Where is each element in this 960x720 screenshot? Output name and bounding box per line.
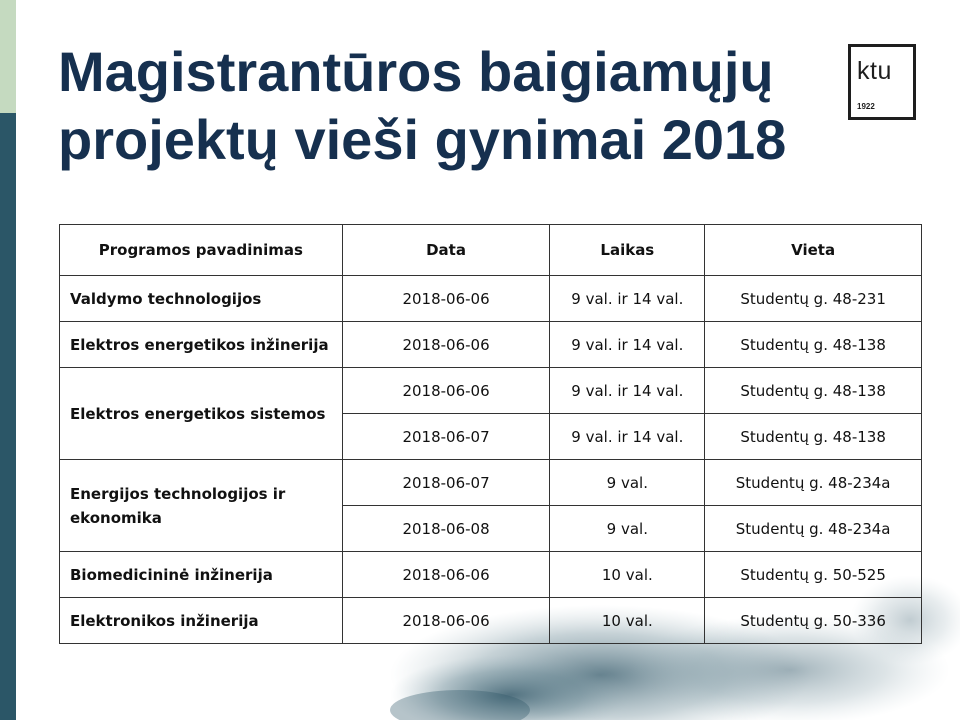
time-cell: 9 val. ir 14 val. — [550, 322, 705, 368]
time-cell: 9 val. ir 14 val. — [550, 276, 705, 322]
ktu-logo — [848, 44, 916, 120]
time-cell: 9 val. ir 14 val. — [550, 414, 705, 460]
table-row — [60, 598, 922, 644]
table-row — [60, 322, 922, 368]
table-row — [60, 276, 922, 322]
date-cell: 2018-06-06 — [342, 598, 550, 644]
table-header-row — [60, 225, 922, 276]
header-time: Laikas — [550, 225, 705, 276]
date-cell: 2018-06-07 — [342, 460, 550, 506]
program-cell: Biomedicininė inžinerija — [60, 552, 343, 598]
program-cell: Energijos technologijos ir ekonomika — [60, 460, 343, 552]
header-date: Data — [342, 225, 550, 276]
table-row — [60, 460, 922, 506]
date-cell: 2018-06-06 — [342, 322, 550, 368]
slide-title-line-2: projektų vieši gynimai 2018 — [58, 108, 787, 171]
program-cell: Elektros energetikos inžinerija — [60, 322, 343, 368]
time-cell: 9 val. ir 14 val. — [550, 368, 705, 414]
program-cell: Elektronikos inžinerija — [60, 598, 343, 644]
time-cell: 9 val. — [550, 506, 705, 552]
accent-stripe-dark — [0, 113, 16, 720]
defense-schedule-table — [59, 224, 922, 644]
header-place: Vieta — [705, 225, 922, 276]
date-cell: 2018-06-07 — [342, 414, 550, 460]
slide-title-line-1: Magistrantūros baigiamųjų — [58, 40, 774, 103]
accent-stripe-light — [0, 0, 16, 113]
program-cell: Elektros energetikos sistemos — [60, 368, 343, 460]
header-program: Programos pavadinimas — [60, 225, 343, 276]
place-cell: Studentų g. 50-525 — [705, 552, 922, 598]
slide-title — [58, 38, 848, 174]
date-cell: 2018-06-08 — [342, 506, 550, 552]
time-cell: 10 val. — [550, 598, 705, 644]
place-cell: Studentų g. 48-138 — [705, 414, 922, 460]
date-cell: 2018-06-06 — [342, 276, 550, 322]
table-row — [60, 552, 922, 598]
logo-text: ktu — [857, 57, 892, 85]
logo-year: 1922 — [857, 102, 875, 111]
time-cell: 9 val. — [550, 460, 705, 506]
place-cell: Studentų g. 48-138 — [705, 322, 922, 368]
program-cell: Valdymo technologijos — [60, 276, 343, 322]
place-cell: Studentų g. 48-138 — [705, 368, 922, 414]
date-cell: 2018-06-06 — [342, 368, 550, 414]
date-cell: 2018-06-06 — [342, 552, 550, 598]
place-cell: Studentų g. 48-234a — [705, 460, 922, 506]
time-cell: 10 val. — [550, 552, 705, 598]
place-cell: Studentų g. 50-336 — [705, 598, 922, 644]
place-cell: Studentų g. 48-234a — [705, 506, 922, 552]
table-row — [60, 368, 922, 414]
place-cell: Studentų g. 48-231 — [705, 276, 922, 322]
